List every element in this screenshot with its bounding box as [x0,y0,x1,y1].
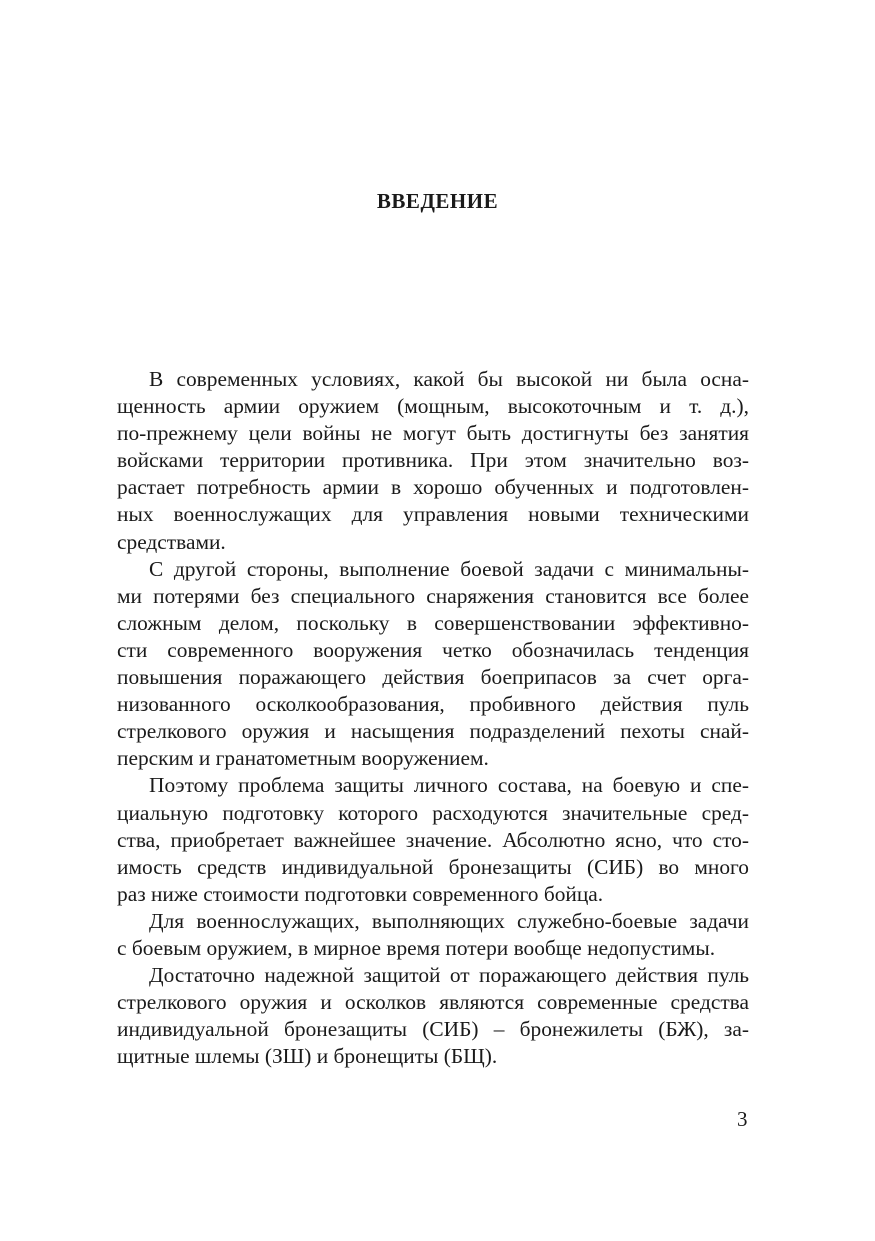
text-line: имость средств индивидуальной бронезащиты (СИБ) во много [117,854,749,879]
text-line: индивидуальной бронезащиты (СИБ) – бронежилеты (БЖ), за- [117,1017,749,1042]
text-line: ства, приобретает важнейшее значение. Абсолютно ясно, что сто- [117,827,749,852]
text-line: ми потерями без специального снаряжения становится все более [117,583,749,608]
text-line: стрелкового оружия и насыщения подразделений пехоты снай- [117,719,749,744]
text-line: Для военнослужащих, выполняющих служебно-боевые задачи [149,908,749,933]
text-line: по-прежнему цели войны не могут быть достигнуты без занятия [117,421,749,446]
text-line: Поэтому проблема защиты личного состава, на боевую и спе- [149,773,749,798]
text-line: раз ниже стоимости подготовки современного бойца. [117,881,604,906]
text-line: перским и гранатометным вооружением. [117,746,489,771]
text-line: ных военнослужащих для управления новыми техническими [117,502,749,527]
text-line: низованного осколкообразования, пробивного действия пуль [117,692,749,717]
text-line: повышения поражающего действия боеприпасов за счет орга- [117,665,749,690]
text-line: В современных условиях, какой бы высокой ни была осна- [149,367,749,391]
text-line: Достаточно надежной защитой от поражающего действия пуль [149,963,749,988]
paragraph [117,962,749,1070]
text-line: щитные шлемы (ЗШ) и бронещиты (БЩ). [117,1044,498,1069]
page-number: 3 [737,1107,748,1131]
text-line: средствами. [117,529,226,554]
paragraph [117,908,749,962]
text-line: сти современного вооружения четко обозначилась тенденция [117,637,749,662]
text-line: щенность армии оружием (мощным, высокоточным и т. д.), [117,394,749,419]
text-line: стрелкового оружия и осколков являются современные средства [117,990,749,1015]
text-line: войсками территории противника. При этом значительно воз- [117,448,749,473]
body-text [117,366,749,1070]
page-title: ВВЕДЕНИЕ [376,189,499,213]
paragraph [117,366,749,556]
paragraph [117,556,749,773]
text-line: сложным делом, поскольку в совершенствовании эффективно- [117,610,749,635]
text-line: с боевым оружием, в мирное время потери вообще недопустимы. [117,935,716,960]
text-line: растает потребность армии в хорошо обученных и подготовлен- [117,475,749,500]
text-line: С другой стороны, выполнение боевой задачи с минимальны- [149,556,749,581]
text-line: циальную подготовку которого расходуются значительные сред- [117,800,749,825]
paragraph [117,772,749,907]
